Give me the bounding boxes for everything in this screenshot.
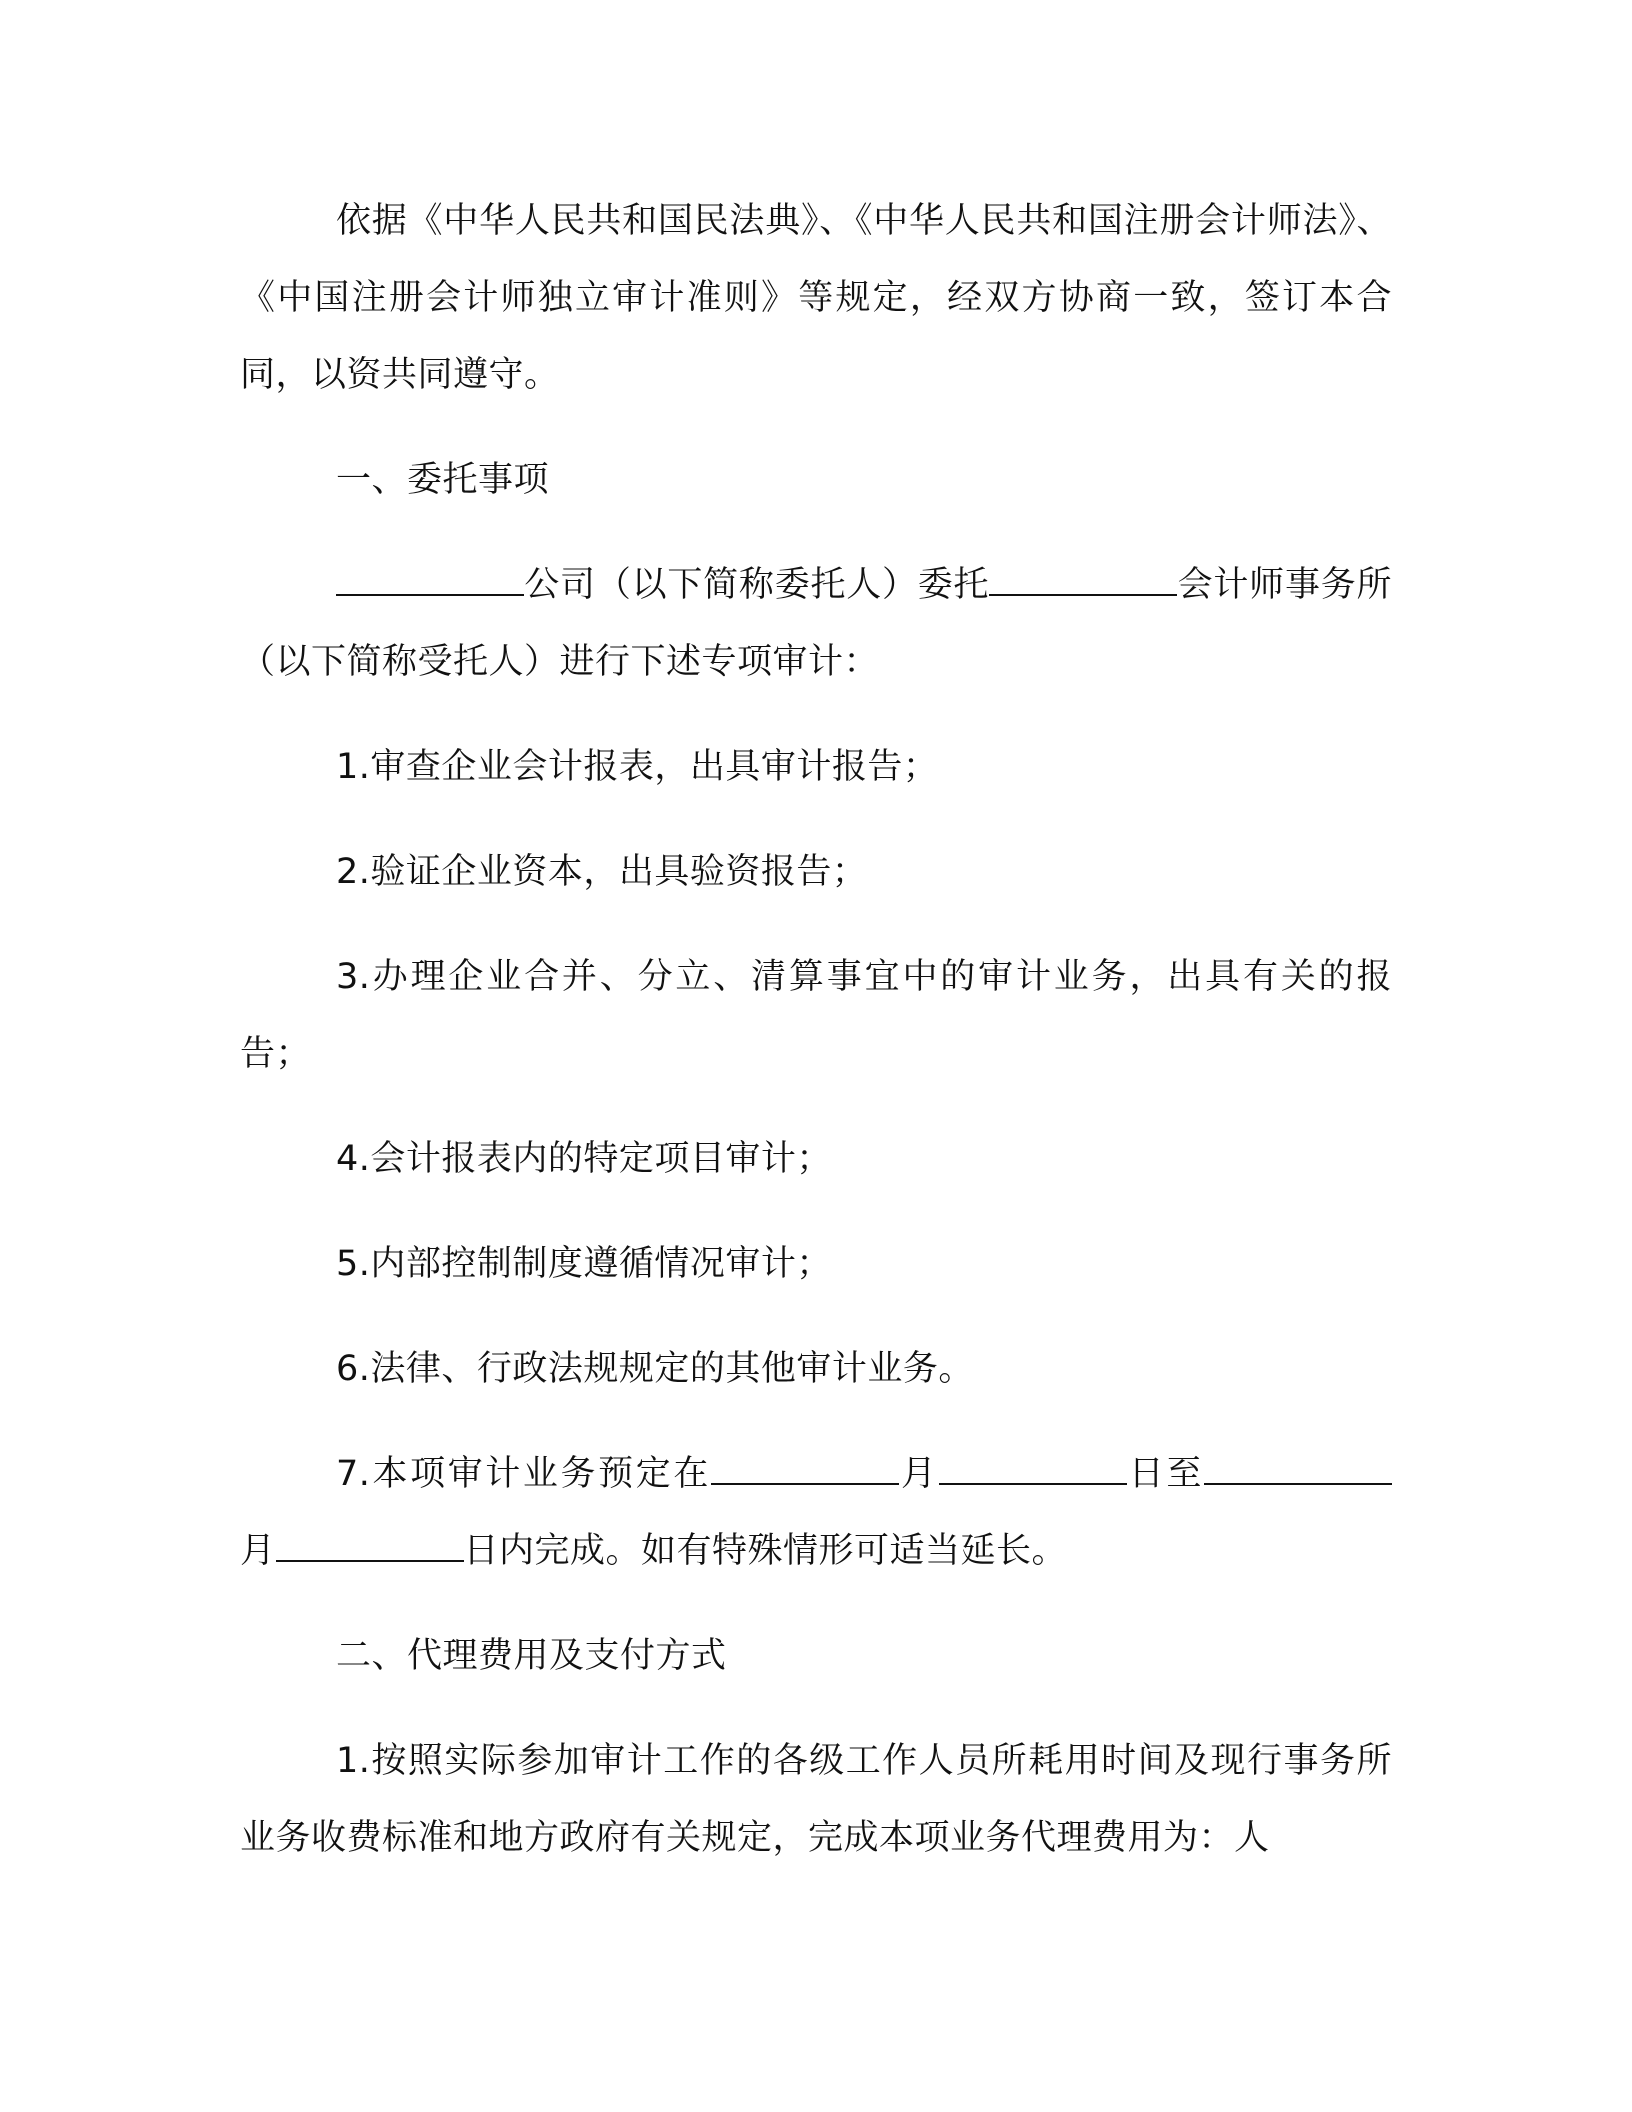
document-body <box>240 183 1392 1877</box>
list-item: 6.法律、行政法规规定的其他审计业务。 <box>336 1349 974 1389</box>
schedule-month-1: 月 <box>898 1454 939 1494</box>
list-item: 4.会计报表内的特定项目审计； <box>336 1139 832 1179</box>
client-company-blank[interactable] <box>336 570 524 596</box>
list-item: 1.审查企业会计报表，出具审计报告； <box>336 747 939 787</box>
fee-paragraph: 1.按照实际参加审计工作的各级工作人员所耗用时间及现行事务所业务收费标准和地方政府有关规定，完成本项业务代理费用为：人 <box>240 1741 1392 1858</box>
entrust-text-1: 公司（以下简称委托人）委托 <box>524 565 990 605</box>
list-item: 5.内部控制制度遵循情况审计； <box>336 1244 832 1284</box>
intro-paragraph: 依据《中华人民共和国民法典》、《中华人民共和国注册会计师法》、《中国注册会计师独立审计准则》等规定，经双方协商一致，签订本合同，以资共同遵守。 <box>240 201 1392 395</box>
schedule-day-1: 日至 <box>1126 1454 1204 1494</box>
list-item: 3.办理企业合并、分立、清算事宜中的审计业务，出具有关的报告； <box>240 957 1392 1074</box>
accounting-firm-blank[interactable] <box>989 570 1177 596</box>
entrust-text-2: 会计师事务所（以下简称受托人）进行下述专项审计： <box>240 565 1392 682</box>
end-month-blank[interactable] <box>1204 1459 1392 1485</box>
schedule-paragraph <box>240 1436 1392 1590</box>
start-month-blank[interactable] <box>711 1459 899 1485</box>
end-day-blank[interactable] <box>276 1536 464 1562</box>
entrust-paragraph <box>240 547 1392 701</box>
start-day-blank[interactable] <box>939 1459 1127 1485</box>
schedule-month-2: 月 <box>240 1531 276 1571</box>
section-2-heading: 二、代理费用及支付方式 <box>336 1636 727 1676</box>
section-1-heading: 一、委托事项 <box>336 460 550 500</box>
list-item: 2.验证企业资本，出具验资报告； <box>336 852 868 892</box>
schedule-prefix: 7.本项审计业务预定在 <box>336 1454 711 1494</box>
schedule-suffix: 日内完成。如有特殊情形可适当延长。 <box>463 1531 1068 1571</box>
